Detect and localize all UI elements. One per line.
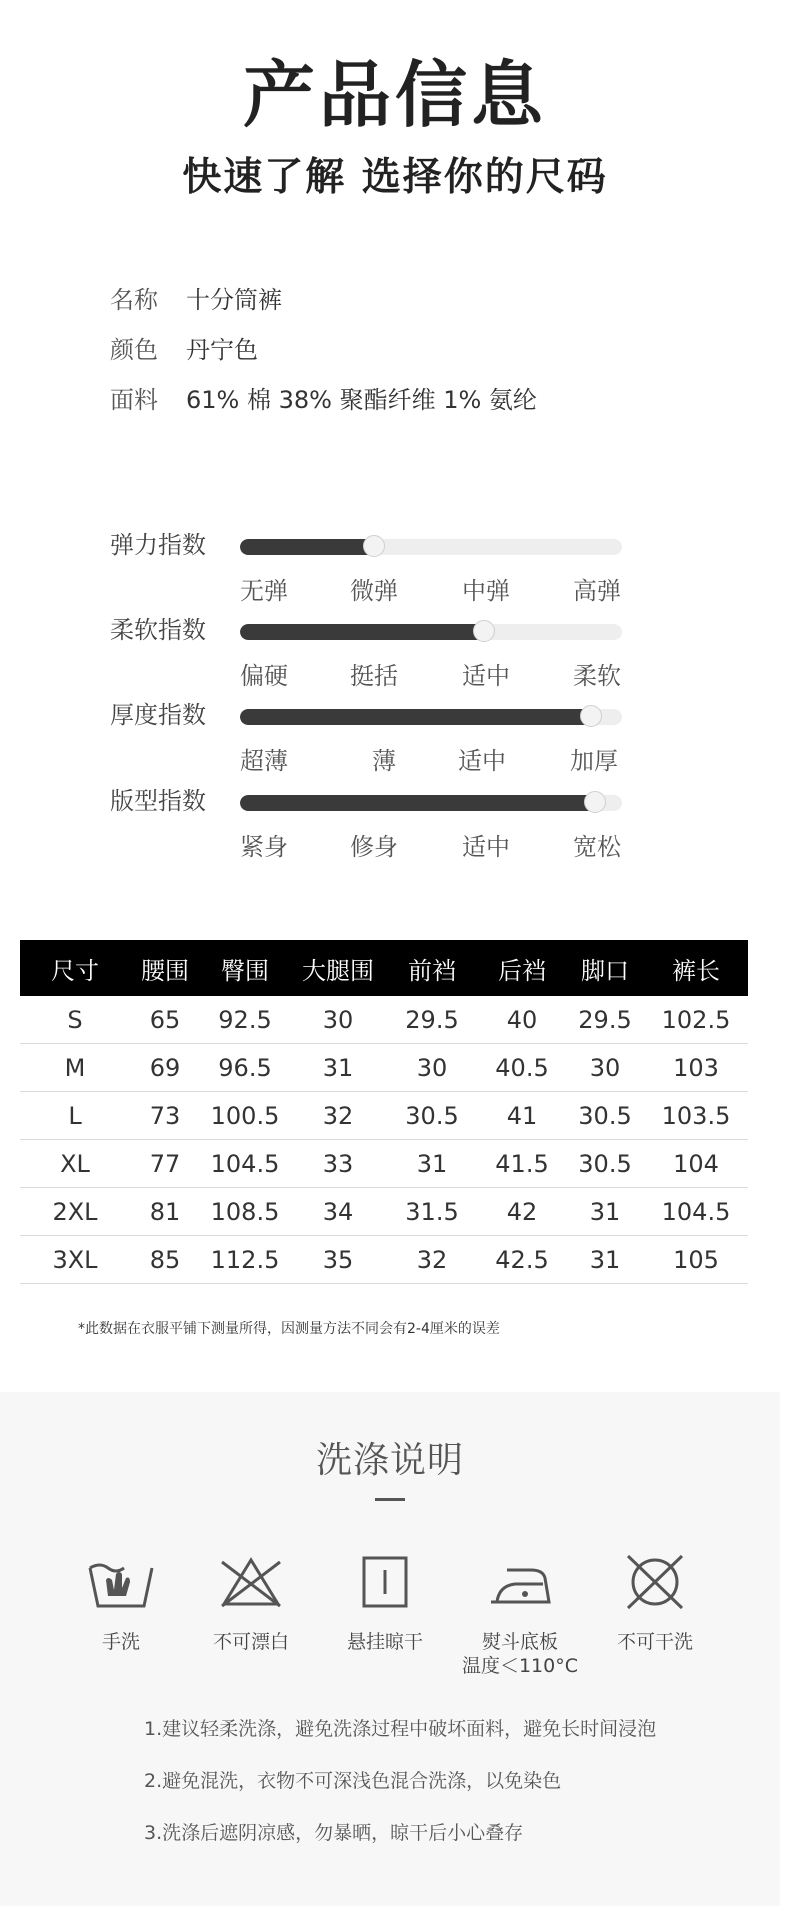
table-cell: 102.5: [644, 996, 748, 1044]
tick-label: 无弹: [240, 577, 288, 605]
wash-label: 不可干洗: [616, 1631, 693, 1653]
table-cell: 69: [130, 1044, 200, 1092]
table-cell: 32: [386, 1236, 478, 1284]
table-cell: 41.5: [478, 1140, 566, 1188]
tick-label: 中弹: [462, 577, 510, 605]
table-row: [20, 996, 748, 1044]
table-cell: 92.5: [200, 996, 290, 1044]
table-row: [20, 1092, 748, 1140]
tick-label: 超薄: [240, 747, 288, 775]
wash-label: [455, 1630, 585, 1678]
tick-label: 加厚: [570, 747, 618, 775]
wash-label: 手洗: [101, 1631, 140, 1653]
table-cell: 40: [478, 996, 566, 1044]
table-cell: 103: [644, 1044, 748, 1092]
table-cell: 3XL: [20, 1236, 130, 1284]
info-value: 丹宁色: [186, 335, 258, 364]
hand-wash-icon: [86, 1552, 156, 1612]
hang-dry-icon: [350, 1552, 420, 1612]
table-row: [20, 1140, 748, 1188]
table-cell: 42: [478, 1188, 566, 1236]
index-ticks: [240, 656, 625, 690]
index-fill: [240, 539, 374, 555]
column-header: 大腿围: [290, 940, 386, 996]
no-dry-clean-icon: [620, 1552, 690, 1612]
page-subtitle: 快速了解 选择你的尺码: [182, 155, 608, 200]
wash-note: 3.洗涤后遮阴凉感，勿暴晒，晾干后小心叠存: [144, 1822, 524, 1844]
table-cell: 31.5: [386, 1188, 478, 1236]
table-cell: 31: [566, 1188, 644, 1236]
table-cell: 31: [290, 1044, 386, 1092]
table-cell: 30: [290, 996, 386, 1044]
table-cell: S: [20, 996, 130, 1044]
column-header: 脚口: [566, 940, 644, 996]
wash-label-line: 温度＜110°C: [461, 1655, 579, 1677]
table-cell: 81: [130, 1188, 200, 1236]
table-cell: 33: [290, 1140, 386, 1188]
no-bleach-icon: [216, 1552, 286, 1612]
wash-item: [455, 1552, 585, 1678]
table-cell: 112.5: [200, 1236, 290, 1284]
tick-label: 适中: [462, 833, 510, 861]
wash-title: 洗涤说明: [315, 1440, 464, 1481]
table-cell: 32: [290, 1092, 386, 1140]
tick-label: 紧身: [240, 833, 288, 861]
divider: [375, 1498, 405, 1501]
index-ticks: [240, 741, 625, 775]
table-cell: XL: [20, 1140, 130, 1188]
column-header: 前裆: [386, 940, 478, 996]
table-cell: 30.5: [386, 1092, 478, 1140]
index-ticks: [240, 827, 625, 861]
index-label: 版型指数: [110, 787, 206, 815]
table-cell: 40.5: [478, 1044, 566, 1092]
wash-label: 不可漂白: [212, 1631, 289, 1653]
column-header: 腰围: [130, 940, 200, 996]
column-header: 后裆: [478, 940, 566, 996]
info-key: 面料: [110, 385, 158, 414]
table-cell: 104: [644, 1140, 748, 1188]
tick-label: 柔软: [573, 662, 621, 690]
index-label: 厚度指数: [110, 701, 206, 729]
table-cell: 30.5: [566, 1140, 644, 1188]
table-row: [20, 1236, 748, 1284]
index-track: [240, 539, 622, 555]
table-cell: 104.5: [200, 1140, 290, 1188]
table-cell: 35: [290, 1236, 386, 1284]
table-header-row: [20, 940, 748, 996]
index-knob: [363, 535, 385, 557]
column-header: 臀围: [200, 940, 290, 996]
index-fill: [240, 795, 595, 811]
info-value: 61% 棉 38% 聚酯纤维 1% 氨纶: [186, 385, 537, 414]
tick-label: 修身: [350, 833, 398, 861]
info-row-fabric: [110, 372, 537, 422]
info-value: 十分筒裤: [186, 285, 282, 314]
wash-note: 1.建议轻柔洗涤，避免洗涤过程中破坏面料，避免长时间浸泡: [144, 1718, 657, 1740]
table-cell: 104.5: [644, 1188, 748, 1236]
size-table: [20, 940, 748, 1284]
iron-icon: [485, 1552, 555, 1612]
table-cell: 105: [644, 1236, 748, 1284]
column-header: 裤长: [644, 940, 748, 996]
tick-label: 适中: [462, 662, 510, 690]
wash-note: 2.避免混洗，衣物不可深浅色混合洗涤，以免染色: [144, 1770, 562, 1792]
wash-label-line: 熨斗底板: [481, 1631, 558, 1653]
table-cell: 73: [130, 1092, 200, 1140]
table-cell: 30: [386, 1044, 478, 1092]
column-header: 尺寸: [20, 940, 130, 996]
tick-label: 薄: [372, 747, 396, 775]
wash-label: 悬挂晾干: [346, 1631, 423, 1653]
index-label: 弹力指数: [110, 531, 206, 559]
wash-item: [56, 1552, 186, 1654]
table-cell: 96.5: [200, 1044, 290, 1092]
index-track: [240, 795, 622, 811]
table-cell: 31: [386, 1140, 478, 1188]
index-track: [240, 624, 622, 640]
table-cell: 41: [478, 1092, 566, 1140]
measurement-note: *此数据在衣服平铺下测量所得，因测量方法不同会有2-4厘米的误差: [78, 1321, 500, 1337]
index-label: 柔软指数: [110, 616, 206, 644]
table-cell: 103.5: [644, 1092, 748, 1140]
table-cell: 77: [130, 1140, 200, 1188]
table-cell: 31: [566, 1236, 644, 1284]
table-cell: M: [20, 1044, 130, 1092]
table-cell: 42.5: [478, 1236, 566, 1284]
page-title: 产品信息: [242, 53, 547, 137]
table-row: [20, 1188, 748, 1236]
table-cell: 34: [290, 1188, 386, 1236]
index-fill: [240, 709, 591, 725]
wash-notes: [144, 1714, 656, 1870]
tick-label: 适中: [458, 747, 506, 775]
wash-item: [590, 1552, 720, 1654]
table-cell: 29.5: [386, 996, 478, 1044]
tick-label: 宽松: [573, 833, 621, 861]
table-cell: 108.5: [200, 1188, 290, 1236]
info-row-color: [110, 322, 537, 372]
wash-section: [0, 1392, 780, 1906]
table-cell: 29.5: [566, 996, 644, 1044]
wash-item: [186, 1552, 316, 1654]
tick-label: 挺括: [350, 662, 398, 690]
tick-label: 微弹: [350, 577, 398, 605]
tick-label: 高弹: [573, 577, 621, 605]
product-info: [110, 272, 537, 422]
info-key: 颜色: [110, 335, 158, 364]
table-cell: 85: [130, 1236, 200, 1284]
table-row: [20, 1044, 748, 1092]
tick-label: 偏硬: [240, 662, 288, 690]
table-cell: 30.5: [566, 1092, 644, 1140]
table-cell: 65: [130, 996, 200, 1044]
index-track: [240, 709, 622, 725]
table-cell: 30: [566, 1044, 644, 1092]
index-ticks: [240, 571, 625, 605]
wash-item: [320, 1552, 450, 1654]
info-key: 名称: [110, 285, 158, 314]
info-row-name: [110, 272, 537, 322]
table-cell: 2XL: [20, 1188, 130, 1236]
index-fill: [240, 624, 484, 640]
table-cell: 100.5: [200, 1092, 290, 1140]
table-cell: L: [20, 1092, 130, 1140]
